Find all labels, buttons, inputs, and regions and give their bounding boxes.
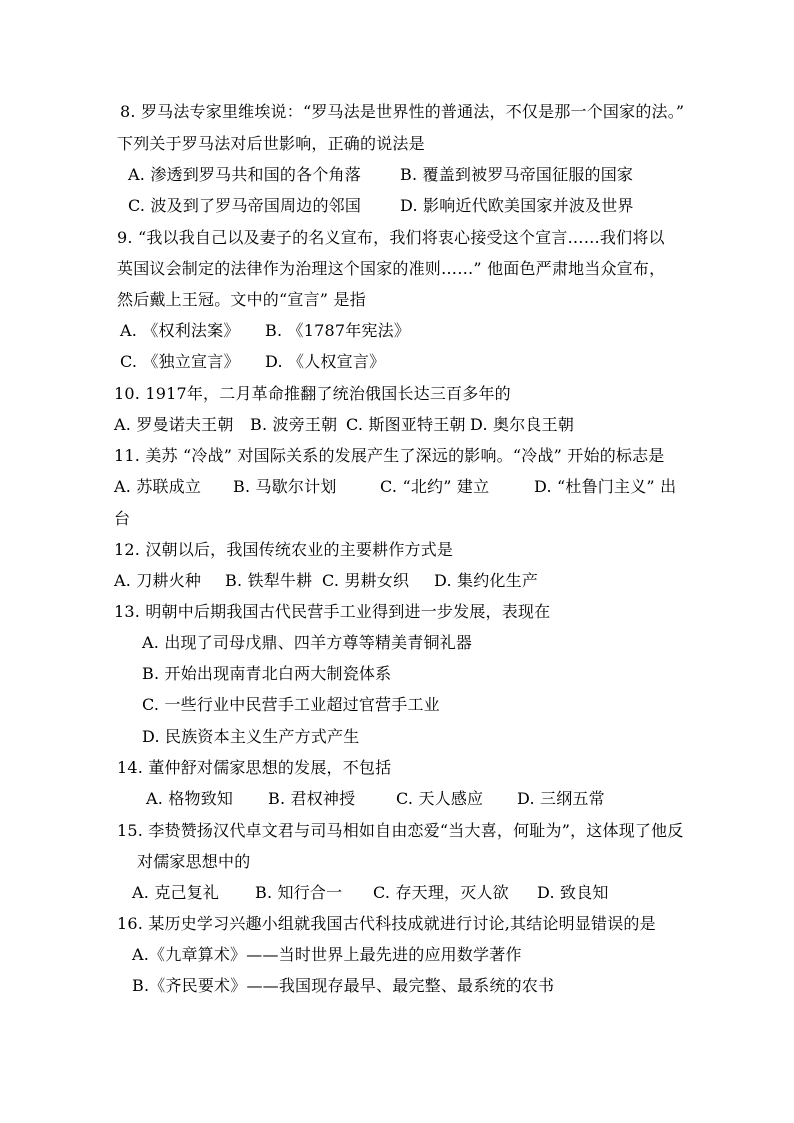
q9-option-d: D. 《人权宣言》: [265, 352, 386, 371]
q14-option-b: B. 君权神授: [268, 789, 356, 808]
q13-stem: 13. 明朝中后期我国古代民营手工业得到进一步发展，表现在: [114, 602, 551, 621]
q9-stem-line1: 9. “我以我自己以及妻子的名义宣布，我们将衷心接受这个宣言……我们将以: [117, 228, 665, 247]
q13-option-d: D. 民族资本主义生产方式产生: [142, 727, 360, 746]
q14-option-c: C. 天人感应: [396, 789, 484, 808]
q9-option-b: B. 《1787年宪法》: [265, 321, 411, 340]
q11-stem: 11. 美苏 “冷战” 对国际关系的发展产生了深远的影响。“冷战” 开始的标志是: [114, 446, 665, 465]
q14-option-a: A. 格物致知: [146, 789, 234, 808]
q12-option-d: D. 集约化生产: [434, 571, 539, 590]
q13-option-c: C. 一些行业中民营手工业超过官营手工业: [142, 695, 440, 714]
q15-option-b: B. 知行合一: [255, 883, 343, 902]
q12-option-a: A. 刀耕火种: [114, 571, 202, 590]
q15-option-d: D. 致良知: [537, 883, 609, 902]
q15-option-c: C. 存天理，灭人欲: [373, 883, 509, 902]
q10-option-a: A. 罗曼诺夫王朝: [114, 415, 234, 434]
q14-stem: 14. 董仲舒对儒家思想的发展，不包括: [117, 758, 392, 777]
q10-option-c: C. 斯图亚特王朝: [346, 415, 466, 434]
q13-option-a: A. 出现了司母戊鼎、四羊方尊等精美青铜礼器: [142, 633, 473, 652]
q11-option-d-line1: D. “杜鲁门主义” 出: [534, 477, 677, 496]
q16-stem: 16. 某历史学习兴趣小组就我国古代科技成就进行讨论,其结论明显错误的是: [117, 914, 656, 933]
q13-option-b: B. 开始出现南青北白两大制瓷体系: [142, 664, 392, 683]
q8-option-c: C. 波及到了罗马帝国周边的邻国: [128, 196, 362, 215]
q15-option-a: A. 克己复礼: [132, 883, 220, 902]
q11-option-a: A. 苏联成立: [114, 477, 202, 496]
q15-stem-line1: 15. 李贽赞扬汉代卓文君与司马相如自由恋爱“当大喜，何耻为”，这体现了他反: [117, 821, 684, 840]
q9-stem-line2: 英国议会制定的法律作为治理这个国家的准则……” 他面色严肃地当众宣布，: [117, 259, 666, 278]
q12-option-b: B. 铁犁牛耕: [225, 571, 313, 590]
q8-option-b: B. 覆盖到被罗马帝国征服的国家: [400, 165, 634, 184]
q9-stem-line3: 然后戴上王冠。文中的“宣言” 是指: [117, 290, 366, 309]
q8-option-d: D. 影响近代欧美国家并波及世界: [400, 196, 634, 215]
q16-option-a: A.《九章算术》——当时世界上最先进的应用数学著作: [132, 945, 522, 964]
q8-option-a: A. 渗透到罗马共和国的各个角落: [128, 165, 361, 184]
q8-stem-line2: 下列关于罗马法对后世影响，正确的说法是: [117, 134, 425, 153]
q8-stem-line1: 8. 罗马法专家里维埃说：“罗马法是世界性的普通法，不仅是那一个国家的法。”: [120, 102, 685, 121]
q16-option-b: B.《齐民要术》——我国现存最早、最完整、最系统的农书: [132, 976, 555, 995]
q12-stem: 12. 汉朝以后，我国传统农业的主要耕作方式是: [114, 540, 454, 559]
q9-option-c: C. 《独立宣言》: [120, 352, 240, 371]
q11-option-d-line2: 台: [114, 509, 131, 528]
q10-option-b: B. 波旁王朝: [250, 415, 338, 434]
q11-option-b: B. 马歇尔计划: [233, 477, 337, 496]
q10-stem: 10. 1917年，二月革命推翻了统治俄国长达三百多年的: [114, 384, 511, 403]
q10-option-d: D. 奥尔良王朝: [470, 415, 575, 434]
q15-stem-line2: 对儒家思想中的: [137, 852, 251, 871]
q12-option-c: C. 男耕女织: [322, 571, 410, 590]
q11-option-c: C. “北约” 建立: [380, 477, 490, 496]
q9-option-a: A. 《权利法案》: [120, 321, 240, 340]
q14-option-d: D. 三纲五常: [517, 789, 605, 808]
